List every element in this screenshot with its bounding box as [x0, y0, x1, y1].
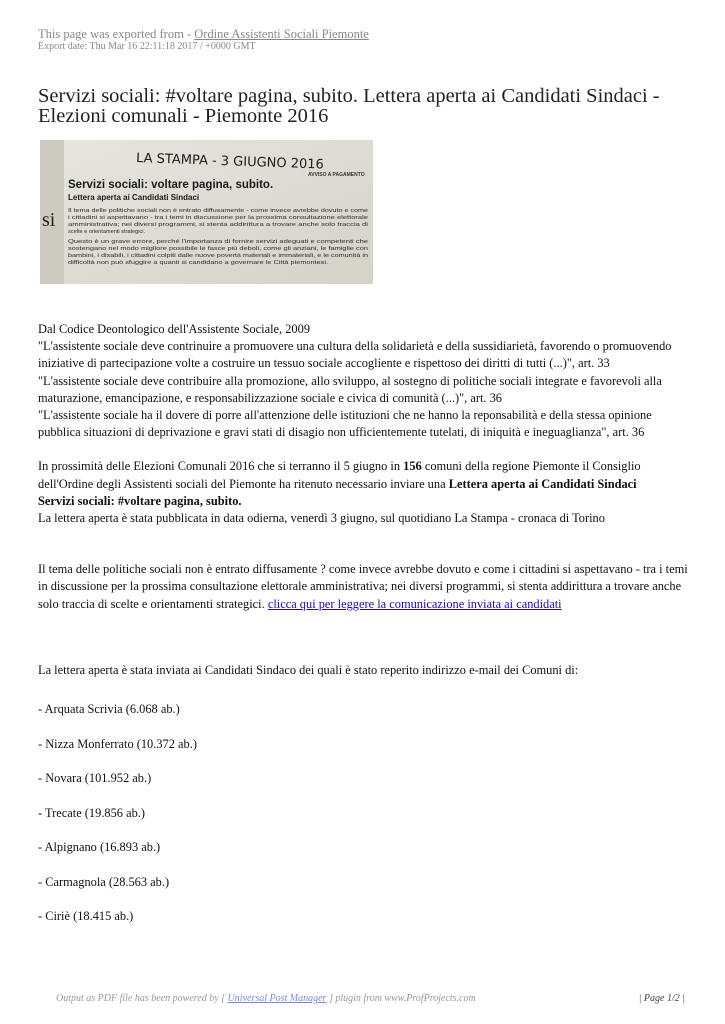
published-note: La lettera aperta è stata pubblicata in data odierna, venerdì 3 giugno, sul quotidiano La Stampa - cronaca di Torino [38, 511, 605, 526]
article-body [38, 321, 690, 679]
read-letter-link[interactable]: clicca qui per leggere la comunicazione inviata ai candidati [267, 596, 562, 611]
clip-headline: Servizi sociali: voltare pagina, subito. [68, 179, 274, 191]
quote-art-33: "L'assistente sociale deve contrinuire a promuovere una cultura della solidarietà e della sussidiarietà, favorendo o promuovendo iniziative di partecipazione volte a costruire un tessuo sociale accogliente e rispettoso dei diritti di tutti (...)", art. 33 [38, 339, 672, 371]
list-item: - Ciriè (18.415 ab.) [38, 909, 134, 923]
page-number: | Page 1/2 | [638, 993, 685, 1004]
code-intro: Dal Codice Deontologico dell'Assistente Sociale, 2009 [38, 322, 311, 336]
site-link[interactable]: Ordine Assistenti Sociali Piemonte [194, 27, 369, 41]
export-header [38, 27, 369, 52]
letter-subtitle: Servizi sociali: #voltare pagina, subito. [38, 493, 242, 508]
clip-line: scelte e orientamenti strategici. [68, 229, 146, 235]
list-item: - Carmagnola (28.563 ab.) [38, 874, 170, 889]
handwritten-note: LA STAMPA - 3 GIUGNO 2016 [135, 151, 325, 173]
clip-subhead: Lettera aperta ai Candidati Sindaci [68, 193, 200, 202]
quote-art-36-b: "L'assistente sociale ha il dovere di porre all'attenzione delle istituzioni che ne hanno la reponsabilità e della stessa opinione pubblica situazioni di deprivazione e gravi stati di disagio non ufficientemente tutelati, di iniquità e ineguaglianza", art. 36 [38, 408, 652, 440]
elections-paragraph: In prossimità delle Elezioni Comunali 2016 che si terranno il 5 giugno in 156 comuni della regione Piemonte il Consiglio dell'Ordine degli Assistenti sociali del Piemonte ha ritenuto necessario inviare una Lettera aperta ai Candidati Sindaci Servizi sociali: #voltare pagina, subito. [38, 459, 641, 508]
clip-line: i cittadini si aspettavano - tra i temi in discussione per la prossima consultazione elettorale [68, 215, 368, 221]
theme-paragraph: Il tema delle politiche sociali non è entrato diffusamente ? come invece avrebbe dovuto e come i cittadini si aspettavano - tra i temi in discussione per la prossima consultazione elettorale amministrativa; nei diversi programmi, si stenta addirittura a trovare anche solo traccia di scelte e orientamenti strategici. clicca qui per leggere la comunicazione inviata ai candidati [38, 562, 688, 611]
export-date: Export date: Thu Mar 16 22:11:18 2017 / +0000 GMT [38, 41, 256, 52]
clip-line: Questo è un grave errore, perché l'importanza di fornire servizi adeguati e competenti che [68, 239, 368, 245]
clip-side-mark: si [42, 209, 56, 231]
clip-tag: AVVISO A PAGAMENTO [308, 172, 365, 178]
clip-line: Il tema delle politiche sociali non è entrato diffusamente - come invece avrebbe dovuto e come [68, 208, 368, 214]
city-list [38, 701, 197, 943]
municipality-count: 156 [403, 459, 422, 474]
letter-title: Lettera aperta ai Candidati Sindaci [448, 476, 637, 491]
pdf-footer: Output as PDF file has been powered by [ Universal Post Manager ] plugin from www.ProfProjects.com [56, 993, 476, 1004]
clip-line: amministrativa; nei diversi programmi, si stenta addirittura a trovare anche solo traccia di [68, 222, 368, 228]
quote-art-36-a: "L'assistente sociale deve contribuire alla promozione, allo sviluppo, al sostegno di politiche sociali integrate e favorevoli alla maturazione, emancipazione, e responsabilizzazione sociale e civica di comunità (...)", art. 36 [38, 373, 662, 405]
list-item: - Arquata Scrivia (6.068 ab.) [38, 702, 180, 716]
sent-to-note: La lettera aperta è stata inviata ai Candidati Sindaco dei quali è stato reperito indirizzo e-mail dei Comuni di: [38, 662, 579, 677]
list-item: - Trecate (19.856 ab.) [38, 805, 146, 820]
list-item: - Novara (101.952 ab.) [38, 771, 152, 785]
list-item: - Alpignano (16.893 ab.) [38, 840, 161, 854]
clip-line: sostengano nel modo migliore possibile le fasce più deboli, come gli anziani, le famiglie con [68, 246, 368, 252]
plugin-link[interactable]: Universal Post Manager [227, 993, 327, 1004]
clip-line: bambini, i disabili, i cittadini colpiti dalle nuove povertà materiali e immateriali, e le comunità in [68, 253, 368, 259]
clip-line: difficoltà non può sfuggire a quanti si candidano a governare le Città piemontesi. [68, 260, 329, 266]
newspaper-clipping [40, 140, 373, 284]
export-source: This page was exported from - Ordine Assistenti Sociali Piemonte [38, 27, 369, 41]
list-item: - Nizza Monferrato (10.372 ab.) [38, 736, 197, 751]
newspaper-clipping-image [40, 140, 373, 284]
page-title: Servizi sociali: #voltare pagina, subito. Lettera aperta ai Candidati Sindaci - Elezioni comunali - Piemonte 2016 [38, 85, 660, 127]
